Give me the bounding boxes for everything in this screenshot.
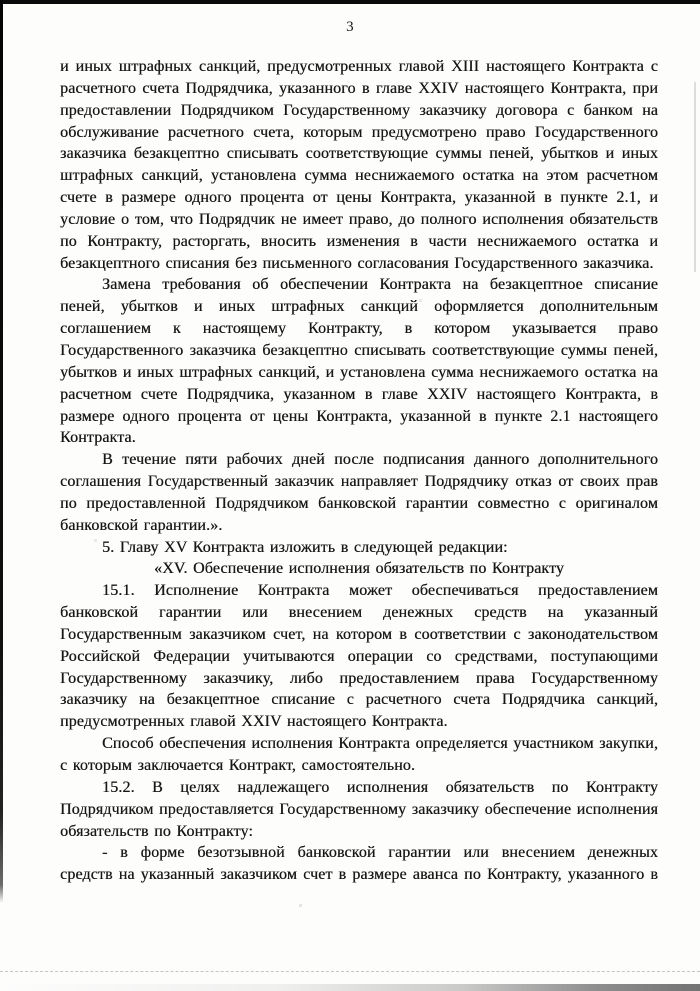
document-body (60, 56, 658, 886)
scan-edge-top (0, 0, 700, 4)
page-number: 3 (346, 19, 354, 35)
paragraph-5-punkt-15-1: 15.1. Исполнение Контракта может обеспечиваться предоставлением банковской гарантии или внесением денежных средств на указанный Государственным заказчиком счет, на котором в соответствии с законодательством Российской Федерации учитываются операции со средствами, поступающими Государственному заказчику, либо предоставлением права Государственному заказчику на безакцептное списание с расчетного счета Подрядчика санкций, предусмотренных главой XXIV настоящего Контракта. (60, 582, 658, 731)
scan-edge-left (0, 0, 3, 903)
scan-artifact-dashed-line (0, 971, 700, 972)
paragraph-1-continuation: и иных штрафных санкций, предусмотренных главой XIII настоящего Контракта с расчетного счета Подрядчика, указанного в главе XXIV настоящего Контракта, при предоставлении Подрядчиком Государственному заказчику договора с банком на обслуживание расчетного счета, которым предусмотрено право Государственного заказчика безакцептно списывать соответствующие суммы пеней, убытков и иных штрафных санкций, установлена сумма неснижаемого остатка на этом расчетном счете в размере одного процента от цены Контракта, указанной в пункте 2.1, и условие о том, что Подрядчик не имеет право, до полного исполнения обязательств по Контракту, расторгать, вносить изменения в части неснижаемого остатка и безакцептного списания без письменного согласования Государственного заказчика. (60, 58, 658, 272)
paragraph-2-zamena-trebovaniya: Замена требования об обеспечении Контракта на безакцептное списание пеней, убытков и иных штрафных санкций оформляется дополнительным соглашением к настоящему Контракту, в котором указывается право Государственного заказчика безакцептно списывать соответствующие суммы пеней, убытков и иных штрафных санкций, и установлена сумма неснижаемого остатка на расчетном счете Подрядчика, указанном в главе XXIV настоящего Контракта, в размере одного процента от цены Контракта, указанной в пункте 2.1 настоящего Контракта. (60, 276, 658, 447)
section-heading-xv: «XV. Обеспечение исполнения обязательств по Контракту (153, 560, 565, 578)
paragraph-7-punkt-15-2: 15.2. В целях надлежащего исполнения обязательств по Контракту Подрядчиком предоставляется Государственному заказчику обеспечение исполнения обязательств по Контракту: (60, 778, 658, 840)
paragraph-3-v-techenie-pyati-dney: В течение пяти рабочих дней после подписания данного дополнительного соглашения Государственный заказчик направляет Подрядчику отказ от своих прав по предоставленной Подрядчиком банковской гарантии совместно с оригиналом банковской гарантии.». (60, 451, 658, 534)
paragraph-8-forma-garantii: - в форме безотзывной банковской гарантии или внесением денежных средств на указанный заказчиком счет в размере аванса по Контракту, указанного в (60, 844, 658, 884)
paragraph-6-sposob-obespecheniya: Способ обеспечения исполнения Контракта определяется участником закупки, с которым заключается Контракт, самостоятельно. (60, 735, 658, 774)
scan-noise-specks (0, 0, 1, 1)
scan-edge-bottom-band (0, 984, 700, 991)
scan-artifact-right-line (694, 82, 696, 272)
paragraph-4-punkt-5-glava-xv: 5. Главу XV Контракта изложить в следующей редакции: (102, 538, 508, 556)
